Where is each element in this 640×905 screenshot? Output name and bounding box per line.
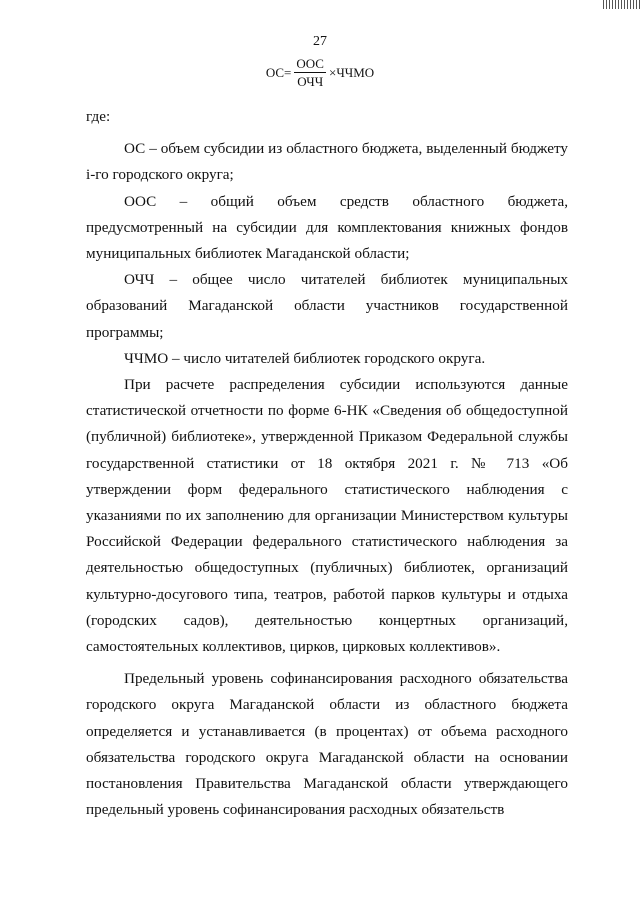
paragraph-where: где: (86, 108, 111, 125)
paragraph-oos-definition: ООС – общий объем средств областного бюджета, предусмотренный на субсидии для комплектования книжных фондов муниципальных библиотек Магаданской области; (86, 192, 568, 263)
paragraph-chchmo-definition: ЧЧМО – число читателей библиотек городского округа. (124, 349, 486, 367)
scan-edge-mark (603, 0, 640, 9)
formula-lhs: ОС (265, 64, 285, 80)
formula-denominator: ОЧЧ (297, 74, 324, 89)
page-number: 27 (313, 34, 327, 49)
subsidy-formula (0, 56, 640, 89)
document-body (86, 104, 568, 823)
formula-multiplier: ЧЧМО (336, 64, 375, 80)
paragraph-calculation-sources: При расчете распределения субсидии используются данные статистической отчетности по форме 6-НК «Сведения об общедоступной (публичной) библиотеке», утвержденной Приказом Федеральной службы государственной статистики от 18 октября 2021 г. № 713 «Об утверждении форм федерального статистического наблюдения с указаниями по их заполнению для организации Министерством культуры Российской Федерации федерального статистического наблюдения за деятельностью общедоступных (публичных) библиотек, организаций культурно-досугового типа, театров, работой парков культуры и отдыха (городских садов), деятельностью концертных организаций, самостоятельных коллективов, цирков, цирковых коллективов». (86, 376, 568, 656)
paragraph-os-definition: ОС – объем субсидии из областного бюджета, выделенный бюджету i-го городского округа; (86, 140, 568, 184)
formula-numerator: ООС (296, 56, 324, 71)
formula-times: × (328, 64, 337, 80)
formula-fraction (294, 56, 326, 89)
formula-equals: = (284, 64, 292, 80)
paragraph-cofinancing-limit: Предельный уровень софинансирования расходного обязательства городского округа Магаданской области из областного бюджета определяется и устанавливается (в процентах) от объема расходного обязательства городского округа Магаданской области на основании постановления Правительства Магаданской области утверждающего предельный уровень софинансирования расходных обязательств (86, 670, 568, 819)
paragraph-ochch-definition: ОЧЧ – общее число читателей библиотек муниципальных образований Магаданской области участников государственной программы; (86, 271, 568, 341)
